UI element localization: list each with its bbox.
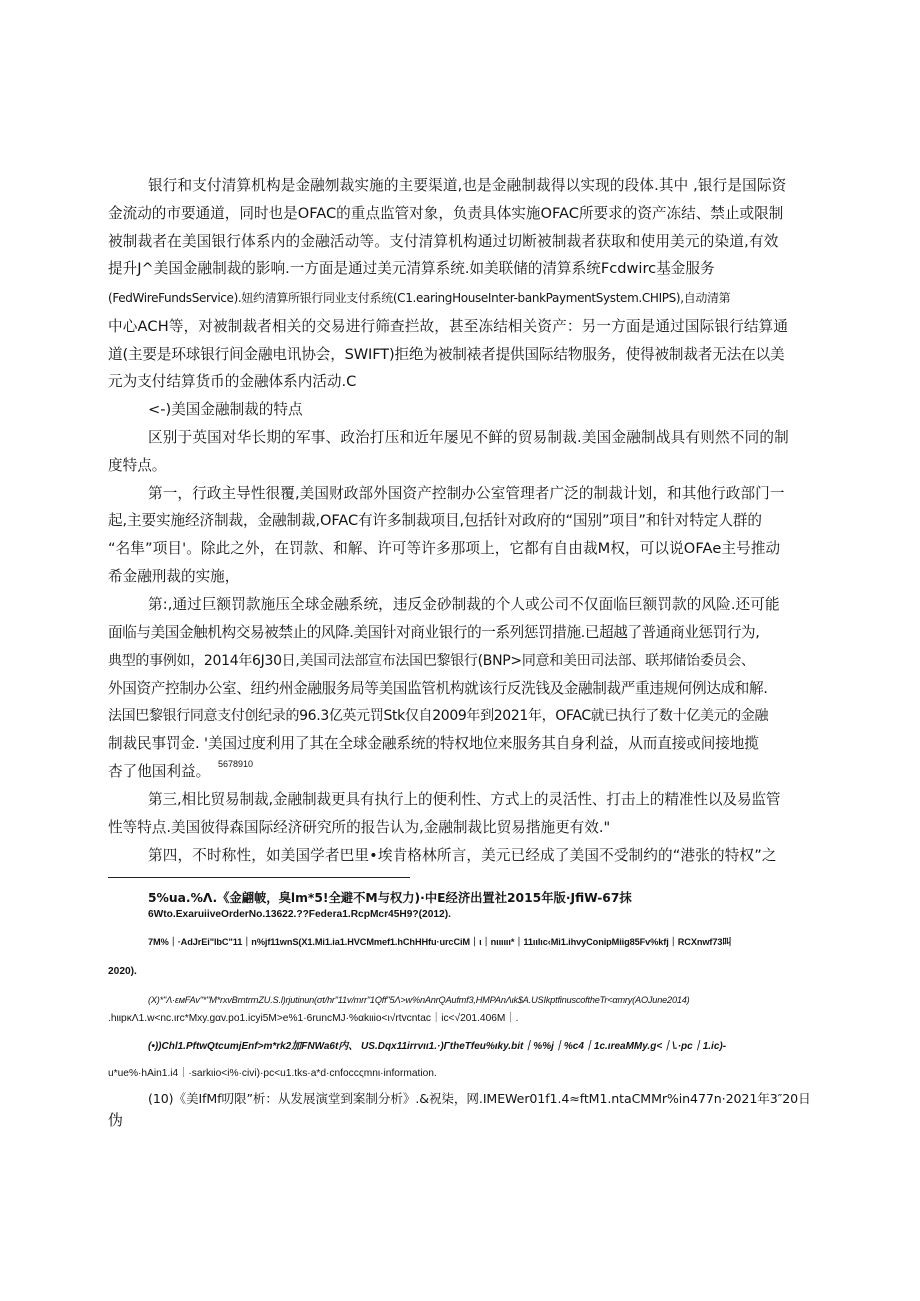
text-line: 外国资产控制办公室、纽约州金融服务局等美国监管机构就该行反洗钱及金融制裁严重违规何例达成和解. — [108, 680, 768, 697]
footnote-marker: 5678910 — [218, 759, 254, 769]
text-line: 道(主要是环球银行间金融电讯协会，SWIFT)拒绝为被制裱者提供国际结物服务，使得被制裁者无法在以美 — [108, 346, 785, 363]
footnote-8: (X)*"Λ·εмFAv"*"M*rxvBrntrrnZU.S.l)rjutinun(σt/hr"11v/mrr"1Qff"5Λ>w%nAnrQAufmf3,HMPAnΛιk$A.USIkptfinuscoftheTr<αmry(AOJune2014) — [148, 995, 690, 1005]
text-line: 度特点。 — [108, 457, 167, 474]
footnote-10-cont: 伪 — [108, 1111, 124, 1129]
text-line: 第四，不时称性，如美国学者巴里•埃肯格林所言，美元已经成了美国不受制约的“港张的特权”之 — [148, 847, 777, 864]
text-line: 中心ACH等，对被制裁者相关的交易进行筛查拦故，甚至冻结相关资产：另一方面是通过国际银行结算通 — [108, 318, 789, 335]
footnote-9: (•))Chl1.PftwQtcumjEnf>m*rk2加FNWa6t内、 US.Dqx11irrvιι1.·)ΓtheTfeu%ιky.bit｜%%j｜%c4｜1c.ιreaMMy.g<｜\.·pc｜1.ic)- — [148, 1041, 727, 1052]
text-line: 起,主要实施经济制裁，金融制裁,OFAC有许多制裁项目,包括针对政府的“国别”项目”和针对特定人群的 — [108, 512, 762, 529]
footnote-5: 5%ua.%Λ.《金翩帔，臭lm*5!全避不M与权力)·中E经济出置社2015年版·JfiW-67抹 — [148, 891, 632, 905]
text-line: 元为支付结算货币的金融体系内活动.C — [108, 373, 357, 390]
text-line: 典型的事例如，2014年6J30日,美国司法部宣布法国巴黎银行(BNP>同意和美田司法部、联邦储饴委员会、 — [108, 653, 755, 669]
section-heading: <-)美国金融制裁的特点 — [148, 401, 303, 418]
text-line: 银行和支付清算机构是金融刎裁实施的主要渠道,也是金融制裁得以实现的段体.其中 ,银行是国际资 — [148, 177, 787, 194]
footnote-10: (10)《美IfMf叨限”析：从发展演堂到案制分析》.&祝柒，网.IMEWer01f1.4≈ftM1.ntaCMMr%in477n·2021年3″20日 — [148, 1091, 811, 1106]
text-line: 性等特点.美国彼得森国际经济研究所的报告认为,金融制裁比贸易揩施更有效." — [108, 819, 611, 836]
text-line: 第三,相比贸易制裁,金融制裁更具有执行上的便利性、方式上的灵活性、打击上的精准性以及易监管 — [148, 791, 781, 808]
text-line: 区别于英国对华长期的军事、政治打压和近年屡见不鲜的贸易制裁.美国金融制战具有则然不同的制 — [148, 429, 789, 446]
text-line: 第:,通过巨额罚款施压全球金融系统，违反金砂制裁的个人或公司不仅面临巨额罚款的风险.还可能 — [148, 596, 780, 613]
text-line: (FedWireFundsService).妞约清算所银行同业支付系统(C1.earingHouseInter-bankPaymentSystem.CHIPS),自动清第 — [108, 291, 731, 305]
footnote-9-cont: u*ue%·hAin1.i4｜·sarkιio<i%·civi)·pc<u1.tks·a*d·cnfoccςmnι·information. — [108, 1068, 437, 1079]
footnote-8-cont: .hιιpκΛ1.w<nc.ιrc*Mxy.gαv.po1.icyi5M>e%1·6runcMJ·%αkιιio<ι√rtvcntac｜ic<√201.406M｜. — [108, 1013, 519, 1024]
text-line: 提升J^美国金融制裁的影响.一方面是通过美元清算系统.如美联储的清算系统Fcdwirc基金服务 — [108, 260, 715, 277]
text-line: 希金融刑裁的实施， — [108, 568, 240, 585]
text-line: 面临与美国金触机构交易被禁止的风降.美国针对商业银行的一系列惩罚措施.已超越了普通商业惩罚行为, — [108, 624, 760, 641]
text-line: 被制裁者在美国银行体系内的金融活动等。支付清算机构通过切断被制裁者获取和使用美元的染道,有效 — [108, 233, 779, 250]
footnote-separator — [108, 877, 410, 878]
text-line: 制裁民事罚金. '美国过度利用了其在全球金融系统的特权地位来服务其自身利益，从而直接或间接地揽 — [108, 735, 759, 752]
text-line: 法国巴黎银行同意支付创纪录的96.3亿英元罚Stk仅自2009年到2021年，OFAC就已执行了数十亿美元的金融 — [108, 708, 769, 724]
text-line: 杏了他国利益。 — [108, 763, 211, 780]
text-line: 第一，行政主导性很覆,美国财政部外国资产控制办公室管理者广泛的制裁计划，和其他行政部门一 — [148, 485, 785, 502]
footnote-7-cont: 2020). — [108, 966, 137, 977]
text-line: “名隼”项目'。除此之外，在罚款、和解、许可等许多那项上，它都有自由裁M权，可以说OFAe主号推动 — [108, 540, 781, 557]
footnote-7: 7M%｜·AdJrEi"lbC"11｜n%jf11wnS(X1.Mi1.ia1.HVCMmef1.hChHHfu·urcCiM｜ι｜nιιιιιι*｜11ιιlιc‹Mi1.ihvyConipMiig85Fv%kfj｜RCXnwf73叫 — [148, 937, 732, 947]
footnote-6: 6Wto.ExaruiiveOrderNo.13622.??Federa1.RcpMcr45H9?(2012). — [148, 909, 451, 920]
text-line: 金流动的市要通道，同时也是OFAC的重点监管对象，负责具体实施OFAC所要求的资产冻结、禁止或限制 — [108, 205, 784, 222]
